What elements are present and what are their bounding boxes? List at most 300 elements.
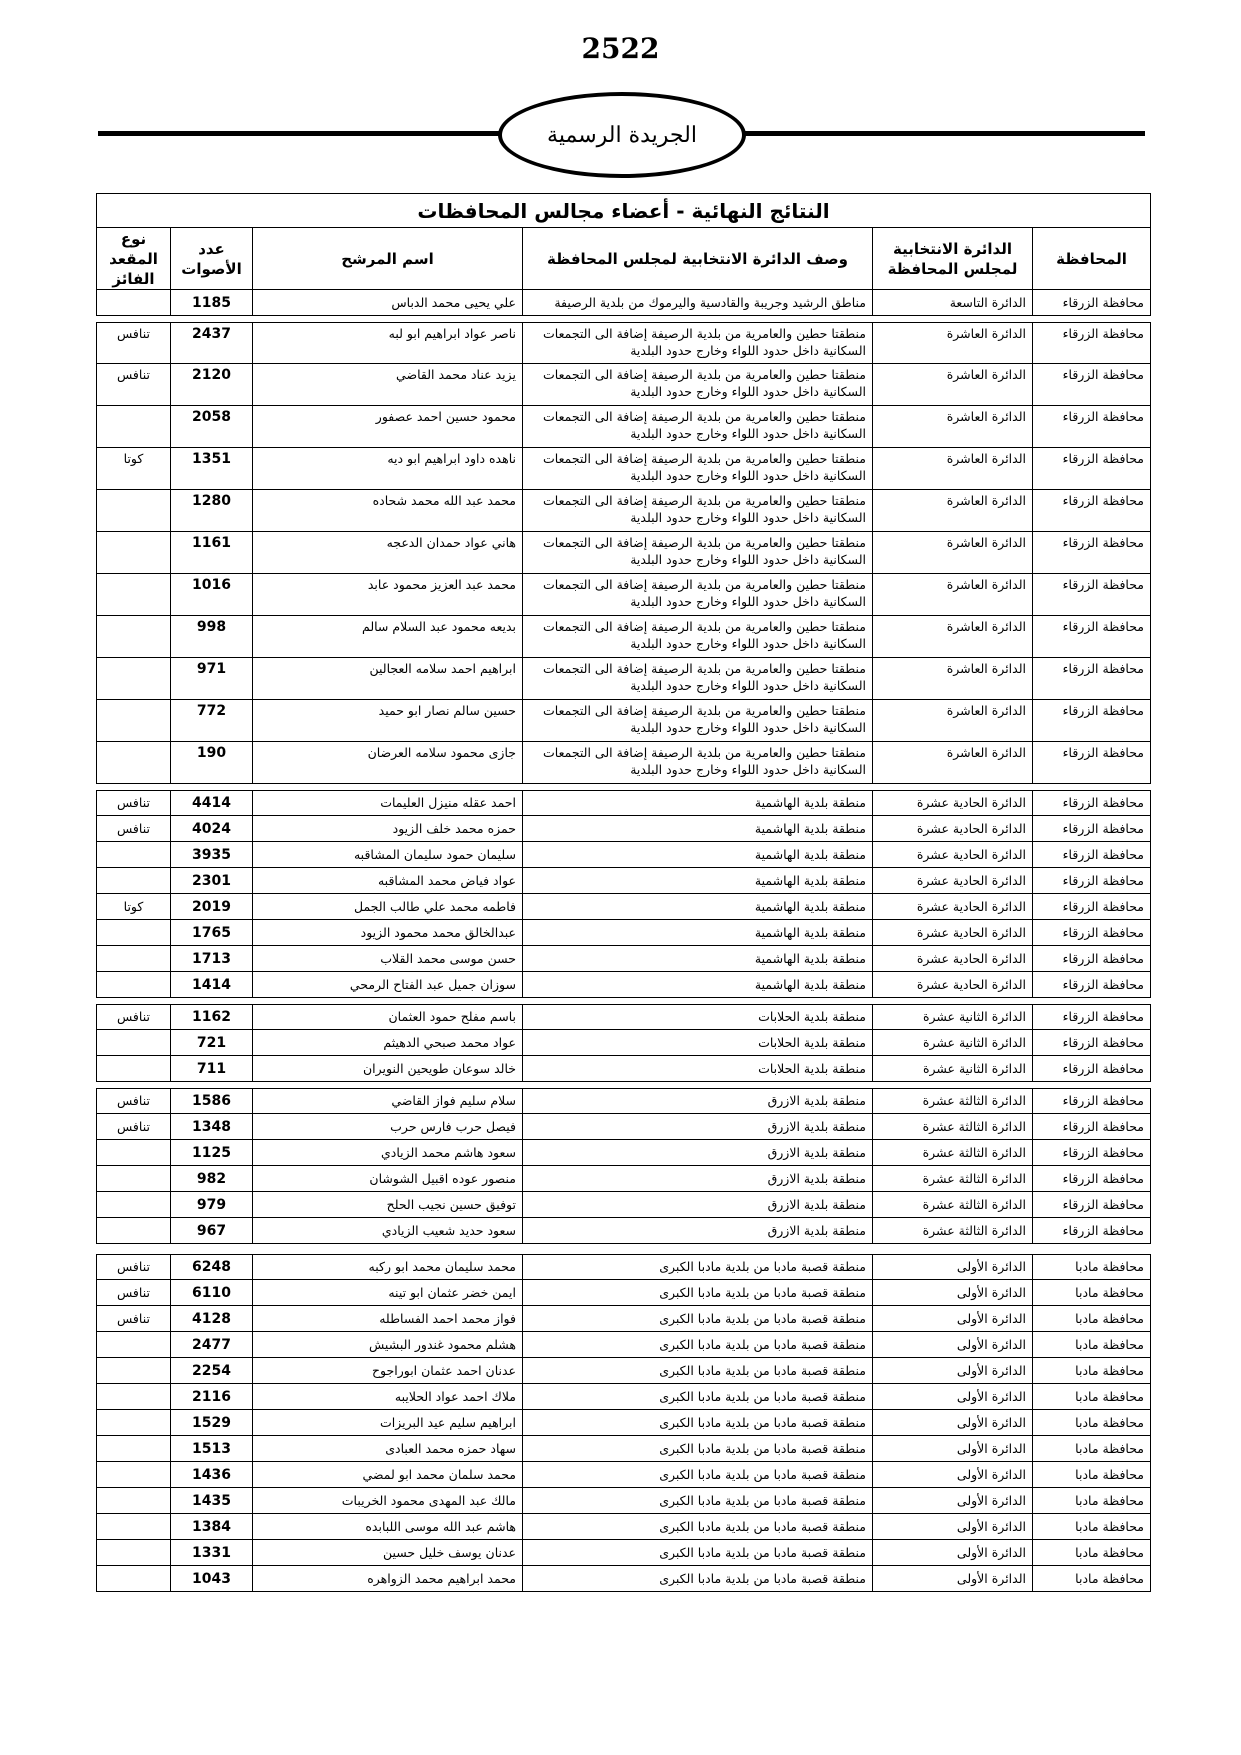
district-cell: الدائرة الثالثة عشرة: [873, 1114, 1033, 1140]
description-line: منطقة قصبة مادبا من بلدية مادبا الكبرى: [659, 1389, 866, 1404]
seat-type-cell: [96, 490, 171, 532]
candidate-name-cell: محمود حسين احمد عصفور: [253, 406, 523, 448]
governorate-cell: محافظة الزرقاء: [1033, 816, 1151, 842]
votes-cell: 6110: [171, 1280, 253, 1306]
description-line: منطقة قصبة مادبا من بلدية مادبا الكبرى: [659, 1285, 866, 1300]
candidate-name-cell: احمد عقله منيزل العليمات: [253, 790, 523, 816]
description-cell: [523, 742, 873, 784]
seat-type-cell: [96, 1166, 171, 1192]
seat-type-cell: تنافس: [96, 790, 171, 816]
description-cell: [523, 1306, 873, 1332]
table-row: [96, 972, 1151, 998]
table-row: [96, 1436, 1151, 1462]
votes-cell: 1384: [171, 1514, 253, 1540]
seat-type-cell: [96, 1140, 171, 1166]
votes-cell: 1016: [171, 574, 253, 616]
description-cell: [523, 1140, 873, 1166]
description-line: منطقة بلدية الازرق: [767, 1171, 866, 1186]
seat-type-cell: تنافس: [96, 1088, 171, 1114]
seat-type-cell: [96, 868, 171, 894]
masthead-title: الجريدة الرسمية: [498, 92, 746, 178]
description-line: منطقة بلدية الهاشمية: [754, 821, 866, 836]
description-line: منطقة بلدية الحلابات: [758, 1035, 866, 1050]
description-cell: [523, 972, 873, 998]
candidate-name-cell: حمزه محمد خلف الزيود: [253, 816, 523, 842]
description-line: السكانية داخل حدود اللواء وخارج حدود البلدية: [630, 552, 866, 567]
votes-cell: 1162: [171, 1004, 253, 1030]
district-cell: الدائرة الحادية عشرة: [873, 816, 1033, 842]
description-cell: [523, 616, 873, 658]
description-cell: [523, 1004, 873, 1030]
governorate-cell: محافظة الزرقاء: [1033, 1192, 1151, 1218]
candidate-name-cell: هاشم عبد الله موسى اللبابده: [253, 1514, 523, 1540]
candidate-name-cell: سوزان جميل عبد الفتاح الرمحي: [253, 972, 523, 998]
table-row: [96, 1488, 1151, 1514]
district-cell: الدائرة العاشرة: [873, 616, 1033, 658]
votes-cell: 2437: [171, 322, 253, 364]
votes-cell: 4024: [171, 816, 253, 842]
description-line: منطقة بلدية الهاشمية: [754, 977, 866, 992]
governorate-cell: محافظة الزرقاء: [1033, 322, 1151, 364]
votes-cell: 1414: [171, 972, 253, 998]
district-cell: الدائرة الحادية عشرة: [873, 894, 1033, 920]
seat-type-cell: [96, 290, 171, 316]
seat-type-cell: تنافس: [96, 1306, 171, 1332]
description-line: منطقة قصبة مادبا من بلدية مادبا الكبرى: [659, 1441, 866, 1456]
description-line: السكانية داخل حدود اللواء وخارج حدود البلدية: [630, 636, 866, 651]
candidate-name-cell: ابراهيم احمد سلامه العجالين: [253, 658, 523, 700]
votes-cell: 971: [171, 658, 253, 700]
table-row: [96, 1218, 1151, 1244]
description-line: منطقة قصبة مادبا من بلدية مادبا الكبرى: [659, 1545, 866, 1560]
district-cell: الدائرة الثالثة عشرة: [873, 1166, 1033, 1192]
votes-cell: 4128: [171, 1306, 253, 1332]
votes-cell: 1436: [171, 1462, 253, 1488]
votes-cell: 190: [171, 742, 253, 784]
table-row: [96, 290, 1151, 316]
description-cell: [523, 1056, 873, 1082]
description-cell: [523, 700, 873, 742]
governorate-cell: محافظة الزرقاء: [1033, 616, 1151, 658]
votes-cell: 2254: [171, 1358, 253, 1384]
description-line: منطقة بلدية الازرق: [767, 1094, 866, 1108]
header-candidate: اسم المرشح: [253, 228, 523, 290]
candidate-name-cell: سعود هاشم محمد الزيادي: [253, 1140, 523, 1166]
header-district: الدائرة الانتخابية لمجلس المحافظة: [873, 228, 1033, 290]
description-line: السكانية داخل حدود اللواء وخارج حدود البلدية: [630, 594, 866, 609]
governorate-cell: محافظة الزرقاء: [1033, 658, 1151, 700]
description-line: منطقة بلدية الازرق: [767, 1119, 866, 1134]
description-cell: [523, 894, 873, 920]
district-cell: الدائرة الحادية عشرة: [873, 842, 1033, 868]
description-cell: [523, 790, 873, 816]
description-cell: [523, 1358, 873, 1384]
table-row: [96, 868, 1151, 894]
description-line: منطقتا حطين والعامرية من بلدية الرصيفة إضافة الى التجمعات: [543, 326, 866, 341]
district-cell: الدائرة الأولى: [873, 1462, 1033, 1488]
candidate-name-cell: هاني عواد حمدان الدعجه: [253, 532, 523, 574]
governorate-cell: محافظة مادبا: [1033, 1254, 1151, 1280]
district-cell: الدائرة الأولى: [873, 1384, 1033, 1410]
description-line: منطقة بلدية الهاشمية: [754, 873, 866, 888]
description-line: السكانية داخل حدود اللواء وخارج حدود البلدية: [630, 762, 866, 777]
seat-type-cell: [96, 700, 171, 742]
candidate-name-cell: محمد ابراهيم محمد الزواهره: [253, 1566, 523, 1592]
description-line: منطقة قصبة مادبا من بلدية مادبا الكبرى: [659, 1571, 866, 1586]
header-description: وصف الدائرة الانتخابية لمجلس المحافظة: [523, 228, 873, 290]
table-row: [96, 1462, 1151, 1488]
description-cell: [523, 322, 873, 364]
candidate-name-cell: محمد سلمان محمد ابو لمضي: [253, 1462, 523, 1488]
description-line: منطقتا حطين والعامرية من بلدية الرصيفة إضافة الى التجمعات: [543, 451, 866, 466]
seat-type-cell: [96, 1514, 171, 1540]
seat-type-cell: [96, 532, 171, 574]
seat-type-cell: [96, 1332, 171, 1358]
seat-type-cell: تنافس: [96, 816, 171, 842]
table-row: [96, 1056, 1151, 1082]
table-row: [96, 574, 1151, 616]
seat-type-cell: [96, 406, 171, 448]
seat-type-cell: [96, 1436, 171, 1462]
description-line: منطقة قصبة مادبا من بلدية مادبا الكبرى: [659, 1519, 866, 1534]
seat-type-cell: [96, 946, 171, 972]
governorate-cell: محافظة الزرقاء: [1033, 1114, 1151, 1140]
candidate-name-cell: سهاد حمزه محمد العبادى: [253, 1436, 523, 1462]
district-cell: الدائرة العاشرة: [873, 448, 1033, 490]
district-cell: الدائرة العاشرة: [873, 532, 1033, 574]
description-cell: [523, 1332, 873, 1358]
governorate-cell: محافظة مادبا: [1033, 1410, 1151, 1436]
seat-type-cell: [96, 842, 171, 868]
description-cell: [523, 532, 873, 574]
description-line: السكانية داخل حدود اللواء وخارج حدود البلدية: [630, 384, 866, 399]
candidate-name-cell: بديعه محمود عبد السلام سالم: [253, 616, 523, 658]
governorate-cell: محافظة الزرقاء: [1033, 1218, 1151, 1244]
table-row: [96, 920, 1151, 946]
description-line: منطقة بلدية الازرق: [767, 1197, 866, 1212]
candidate-name-cell: مالك عبد المهدى محمود الخريبات: [253, 1488, 523, 1514]
governorate-cell: محافظة مادبا: [1033, 1280, 1151, 1306]
governorate-cell: محافظة الزرقاء: [1033, 532, 1151, 574]
header-seat-type: نوع المقعد الفائز: [96, 228, 171, 290]
table-row: [96, 742, 1151, 784]
table-row: [96, 790, 1151, 816]
candidate-name-cell: باسم مفلح حمود العثمان: [253, 1004, 523, 1030]
governorate-cell: محافظة مادبا: [1033, 1332, 1151, 1358]
district-cell: الدائرة التاسعة: [873, 290, 1033, 316]
governorate-cell: محافظة الزرقاء: [1033, 1088, 1151, 1114]
district-cell: الدائرة الحادية عشرة: [873, 972, 1033, 998]
governorate-cell: محافظة الزرقاء: [1033, 490, 1151, 532]
votes-cell: 6248: [171, 1254, 253, 1280]
description-line: منطقتا حطين والعامرية من بلدية الرصيفة إضافة الى التجمعات: [543, 535, 866, 550]
votes-cell: 2058: [171, 406, 253, 448]
candidate-name-cell: عبدالخالق محمد محمود الزيود: [253, 920, 523, 946]
description-cell: [523, 920, 873, 946]
governorate-cell: محافظة الزرقاء: [1033, 842, 1151, 868]
description-line: منطقة قصبة مادبا من بلدية مادبا الكبرى: [659, 1363, 866, 1378]
description-cell: [523, 448, 873, 490]
votes-cell: 979: [171, 1192, 253, 1218]
governorate-cell: محافظة مادبا: [1033, 1540, 1151, 1566]
seat-type-cell: [96, 1030, 171, 1056]
description-line: منطقة بلدية الازرق: [767, 1223, 866, 1238]
page-number: 2522: [581, 32, 660, 65]
seat-type-cell: تنافس: [96, 1280, 171, 1306]
candidate-name-cell: منصور عوده اقبيل الشوشان: [253, 1166, 523, 1192]
seat-type-cell: [96, 616, 171, 658]
description-line: منطقة قصبة مادبا من بلدية مادبا الكبرى: [659, 1311, 866, 1326]
table-row: [96, 1004, 1151, 1030]
governorate-cell: محافظة الزرقاء: [1033, 946, 1151, 972]
district-cell: الدائرة العاشرة: [873, 574, 1033, 616]
description-line: منطقة بلدية الازرق: [767, 1145, 866, 1160]
description-cell: [523, 816, 873, 842]
candidate-name-cell: سليمان حمود سليمان المشاقبه: [253, 842, 523, 868]
description-cell: [523, 364, 873, 406]
description-cell: [523, 1540, 873, 1566]
seat-type-cell: [96, 920, 171, 946]
candidate-name-cell: ايمن خضر عثمان ابو تينه: [253, 1280, 523, 1306]
votes-cell: 1586: [171, 1088, 253, 1114]
description-cell: [523, 1030, 873, 1056]
table-row: [96, 1410, 1151, 1436]
district-cell: الدائرة الثالثة عشرة: [873, 1140, 1033, 1166]
votes-cell: 1713: [171, 946, 253, 972]
description-line: السكانية داخل حدود اللواء وخارج حدود البلدية: [630, 468, 866, 483]
description-cell: [523, 490, 873, 532]
description-cell: [523, 1514, 873, 1540]
candidate-name-cell: فيصل حرب فارس حرب: [253, 1114, 523, 1140]
description-cell: [523, 1218, 873, 1244]
candidate-name-cell: فاطمه محمد علي طالب الجمل: [253, 894, 523, 920]
governorate-cell: محافظة مادبا: [1033, 1514, 1151, 1540]
votes-cell: 982: [171, 1166, 253, 1192]
table-row: [96, 1140, 1151, 1166]
table-row: [96, 1514, 1151, 1540]
results-table: [96, 228, 1151, 1592]
description-line: السكانية داخل حدود اللواء وخارج حدود البلدية: [630, 343, 866, 358]
district-cell: الدائرة الأولى: [873, 1566, 1033, 1592]
table-row: [96, 1566, 1151, 1592]
description-line: مناطق الرشيد وجريبة والقادسية واليرموك من بلدية الرصيفة: [554, 295, 866, 310]
district-cell: الدائرة الأولى: [873, 1488, 1033, 1514]
governorate-cell: محافظة الزرقاء: [1033, 1140, 1151, 1166]
candidate-name-cell: حسين سالم نصار ابو حميد: [253, 700, 523, 742]
district-cell: الدائرة العاشرة: [873, 490, 1033, 532]
description-cell: [523, 1410, 873, 1436]
governorate-cell: محافظة مادبا: [1033, 1436, 1151, 1462]
description-cell: [523, 1088, 873, 1114]
seat-type-cell: [96, 1410, 171, 1436]
votes-cell: 2477: [171, 1332, 253, 1358]
table-row: [96, 616, 1151, 658]
district-cell: الدائرة الأولى: [873, 1540, 1033, 1566]
header-votes: عدد الأصوات: [171, 228, 253, 290]
description-line: منطقتا حطين والعامرية من بلدية الرصيفة إضافة الى التجمعات: [543, 661, 866, 676]
table-row: [96, 1192, 1151, 1218]
results-table-wrapper: [96, 193, 1151, 1592]
candidate-name-cell: جازى محمود سلامه العرضان: [253, 742, 523, 784]
district-cell: الدائرة الأولى: [873, 1514, 1033, 1540]
votes-cell: 1513: [171, 1436, 253, 1462]
district-cell: الدائرة الحادية عشرة: [873, 868, 1033, 894]
seat-type-cell: [96, 1488, 171, 1514]
seat-type-cell: تنافس: [96, 1004, 171, 1030]
district-cell: الدائرة الثالثة عشرة: [873, 1088, 1033, 1114]
district-cell: الدائرة العاشرة: [873, 658, 1033, 700]
description-line: منطقة بلدية الهاشمية: [754, 925, 866, 940]
description-line: منطقتا حطين والعامرية من بلدية الرصيفة إضافة الى التجمعات: [543, 493, 866, 508]
description-line: منطقة بلدية الحلابات: [758, 1061, 866, 1076]
seat-type-cell: تنافس: [96, 1114, 171, 1140]
district-cell: الدائرة الأولى: [873, 1280, 1033, 1306]
table-row: [96, 532, 1151, 574]
description-cell: [523, 946, 873, 972]
description-line: منطقة قصبة مادبا من بلدية مادبا الكبرى: [659, 1467, 866, 1482]
description-line: منطقة بلدية الهاشمية: [754, 951, 866, 966]
description-cell: [523, 1114, 873, 1140]
votes-cell: 1280: [171, 490, 253, 532]
description-cell: [523, 1566, 873, 1592]
description-line: السكانية داخل حدود اللواء وخارج حدود البلدية: [630, 720, 866, 735]
district-cell: الدائرة العاشرة: [873, 322, 1033, 364]
district-cell: الدائرة الأولى: [873, 1436, 1033, 1462]
candidate-name-cell: محمد سليمان محمد ابو ركبه: [253, 1254, 523, 1280]
governorate-cell: محافظة الزرقاء: [1033, 1056, 1151, 1082]
table-row: [96, 1114, 1151, 1140]
seat-type-cell: [96, 742, 171, 784]
district-cell: الدائرة الأولى: [873, 1410, 1033, 1436]
votes-cell: 1435: [171, 1488, 253, 1514]
governorate-cell: محافظة مادبا: [1033, 1306, 1151, 1332]
table-row: [96, 1280, 1151, 1306]
votes-cell: 2301: [171, 868, 253, 894]
table-row: [96, 406, 1151, 448]
district-cell: الدائرة الحادية عشرة: [873, 790, 1033, 816]
seat-type-cell: [96, 1358, 171, 1384]
seat-type-cell: كوتا: [96, 894, 171, 920]
governorate-cell: محافظة الزرقاء: [1033, 972, 1151, 998]
candidate-name-cell: ملاك احمد عواد الحلايبه: [253, 1384, 523, 1410]
seat-type-cell: [96, 972, 171, 998]
seat-type-cell: [96, 1566, 171, 1592]
candidate-name-cell: ناصر عواد ابراهيم ابو لبه: [253, 322, 523, 364]
district-cell: الدائرة الأولى: [873, 1254, 1033, 1280]
table-row: [96, 1358, 1151, 1384]
description-line: منطقتا حطين والعامرية من بلدية الرصيفة إضافة الى التجمعات: [543, 703, 866, 718]
governorate-cell: محافظة الزرقاء: [1033, 574, 1151, 616]
seat-type-cell: تنافس: [96, 364, 171, 406]
candidate-name-cell: سعود حديد شعيب الزيادي: [253, 1218, 523, 1244]
candidate-name-cell: حسن موسى محمد القلاب: [253, 946, 523, 972]
district-cell: الدائرة الثالثة عشرة: [873, 1218, 1033, 1244]
table-row: [96, 364, 1151, 406]
seat-type-cell: [96, 1056, 171, 1082]
description-line: منطقة بلدية الهاشمية: [754, 847, 866, 862]
description-line: السكانية داخل حدود اللواء وخارج حدود البلدية: [630, 426, 866, 441]
table-row: [96, 1254, 1151, 1280]
description-cell: [523, 406, 873, 448]
header-governorate: المحافظة: [1033, 228, 1151, 290]
district-cell: الدائرة الثانية عشرة: [873, 1004, 1033, 1030]
description-line: منطقة قصبة مادبا من بلدية مادبا الكبرى: [659, 1493, 866, 1508]
seat-type-cell: [96, 658, 171, 700]
governorate-cell: محافظة الزرقاء: [1033, 868, 1151, 894]
candidate-name-cell: يزيد عناد محمد القاضي: [253, 364, 523, 406]
seat-type-cell: [96, 1192, 171, 1218]
district-cell: الدائرة العاشرة: [873, 406, 1033, 448]
votes-cell: 1331: [171, 1540, 253, 1566]
table-row: [96, 1306, 1151, 1332]
votes-cell: 967: [171, 1218, 253, 1244]
seat-type-cell: [96, 1384, 171, 1410]
description-line: منطقة بلدية الهاشمية: [754, 796, 866, 810]
votes-cell: 998: [171, 616, 253, 658]
table-row: [96, 1166, 1151, 1192]
table-row: [96, 894, 1151, 920]
district-cell: الدائرة الثانية عشرة: [873, 1030, 1033, 1056]
votes-cell: 4414: [171, 790, 253, 816]
description-line: منطقة قصبة مادبا من بلدية مادبا الكبرى: [659, 1337, 866, 1352]
governorate-cell: محافظة مادبا: [1033, 1358, 1151, 1384]
governorate-cell: محافظة الزرقاء: [1033, 742, 1151, 784]
governorate-cell: محافظة الزرقاء: [1033, 1030, 1151, 1056]
votes-cell: 1043: [171, 1566, 253, 1592]
description-line: منطقتا حطين والعامرية من بلدية الرصيفة إضافة الى التجمعات: [543, 367, 866, 382]
description-cell: [523, 658, 873, 700]
votes-cell: 1348: [171, 1114, 253, 1140]
governorate-cell: محافظة الزرقاء: [1033, 290, 1151, 316]
candidate-name-cell: هشلم محمود غندور البشيش: [253, 1332, 523, 1358]
votes-cell: 772: [171, 700, 253, 742]
governorate-cell: محافظة مادبا: [1033, 1488, 1151, 1514]
table-row: [96, 1088, 1151, 1114]
district-cell: الدائرة العاشرة: [873, 742, 1033, 784]
table-row: [96, 1332, 1151, 1358]
description-cell: [523, 868, 873, 894]
votes-cell: 2116: [171, 1384, 253, 1410]
table-row: [96, 658, 1151, 700]
description-line: منطقتا حطين والعامرية من بلدية الرصيفة إضافة الى التجمعات: [543, 577, 866, 592]
governorate-cell: محافظة الزرقاء: [1033, 790, 1151, 816]
candidate-name-cell: عدنان احمد عثمان ابوراجوح: [253, 1358, 523, 1384]
seat-type-cell: تنافس: [96, 1254, 171, 1280]
seat-type-cell: كوتا: [96, 448, 171, 490]
table-row: [96, 816, 1151, 842]
votes-cell: 1185: [171, 290, 253, 316]
governorate-cell: محافظة مادبا: [1033, 1462, 1151, 1488]
description-line: منطقتا حطين والعامرية من بلدية الرصيفة إضافة الى التجمعات: [543, 745, 866, 760]
table-row: [96, 1540, 1151, 1566]
votes-cell: 2120: [171, 364, 253, 406]
table-row: [96, 322, 1151, 364]
table-row: [96, 1030, 1151, 1056]
candidate-name-cell: خالد سوعان طويحين النويران: [253, 1056, 523, 1082]
table-title: النتائج النهائية - أعضاء مجالس المحافظات: [96, 193, 1151, 228]
description-line: منطقة بلدية الهاشمية: [754, 899, 866, 914]
candidate-name-cell: ناهده داود ابراهيم ابو ديه: [253, 448, 523, 490]
description-line: منطقتا حطين والعامرية من بلدية الرصيفة إضافة الى التجمعات: [543, 619, 866, 634]
table-header-row: [96, 228, 1151, 290]
description-line: السكانية داخل حدود اللواء وخارج حدود البلدية: [630, 678, 866, 693]
votes-cell: 711: [171, 1056, 253, 1082]
governorate-cell: محافظة مادبا: [1033, 1384, 1151, 1410]
description-line: منطقتا حطين والعامرية من بلدية الرصيفة إضافة الى التجمعات: [543, 409, 866, 424]
votes-cell: 2019: [171, 894, 253, 920]
description-cell: [523, 1254, 873, 1280]
description-line: منطقة قصبة مادبا من بلدية مادبا الكبرى: [659, 1415, 866, 1430]
